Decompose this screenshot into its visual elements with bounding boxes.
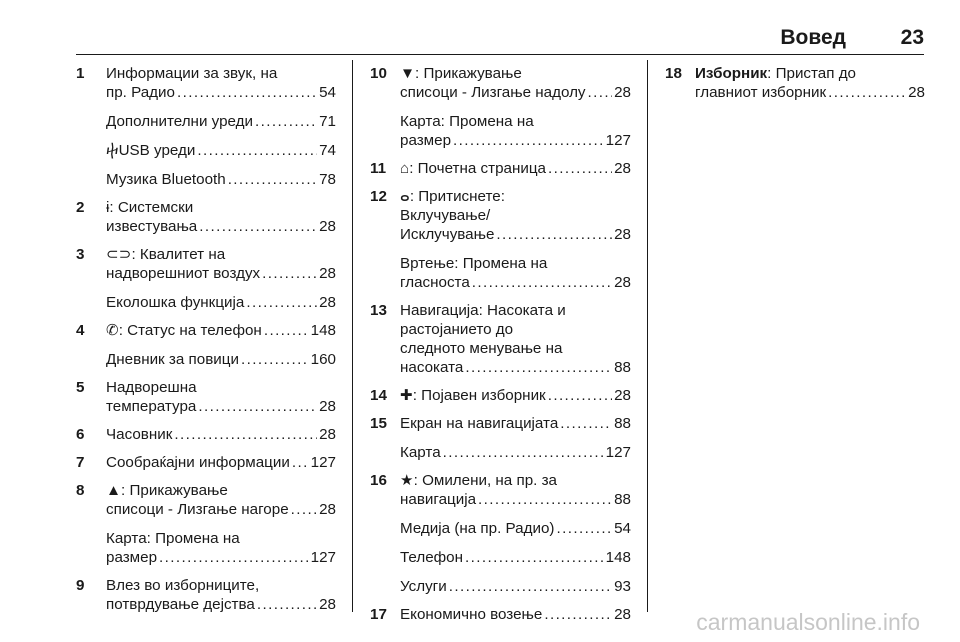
entry-number: 3 [76, 246, 85, 263]
entry-line [106, 500, 336, 519]
entry-number: 11 [370, 160, 387, 177]
entry-number: 9 [76, 577, 85, 594]
entry-line [400, 443, 631, 462]
entry-number: 4 [76, 322, 85, 339]
entry-text: размер [106, 549, 158, 566]
page-ref[interactable]: 74 [319, 142, 336, 159]
column-divider-2 [647, 60, 648, 612]
entry-text: Карта: Промена на [400, 113, 534, 130]
index-column-3 [665, 64, 925, 102]
page-number: 23 [900, 26, 924, 49]
entry-text: : Почетна страница [409, 160, 546, 177]
page-ref[interactable]: 148 [310, 322, 336, 339]
dot-leader [449, 577, 612, 596]
dot-leader [465, 548, 604, 567]
entry-item [695, 64, 925, 102]
page-ref[interactable]: 28 [614, 84, 631, 101]
page-ref[interactable]: 88 [614, 359, 631, 376]
entry-line [106, 64, 336, 83]
entry-text: : Квалитет на [131, 246, 226, 263]
function-icon: ⊂⊃ [106, 246, 132, 263]
entry-line [400, 320, 631, 339]
function-icon: ▼ [400, 65, 416, 82]
dot-leader [560, 414, 612, 433]
entry-text: : Прикажување [121, 482, 228, 499]
entry-item [400, 605, 631, 624]
entry-text: Услуги [400, 578, 447, 595]
entry-number: 5 [76, 379, 85, 396]
entry-line [106, 293, 336, 312]
entry-text: списоци - Лизгање нагоре [106, 501, 289, 518]
entry-text: главниот изборник [695, 84, 827, 101]
page-ref[interactable]: 93 [614, 578, 631, 595]
entry-line [400, 83, 631, 102]
index-entry [370, 605, 631, 624]
dot-leader [556, 519, 612, 538]
entry-line [106, 425, 336, 444]
index-column-1 [76, 64, 336, 614]
entry-text: : Притиснете: [409, 188, 505, 205]
entry-line [106, 548, 336, 567]
entry-line [400, 64, 631, 83]
entry-number: 12 [370, 188, 387, 205]
index-entry [370, 386, 631, 405]
entry-line [106, 198, 336, 217]
entry-item [106, 350, 336, 369]
dot-leader [257, 595, 317, 614]
dot-leader [472, 273, 612, 292]
entry-line [106, 529, 336, 548]
page-ref[interactable]: 28 [614, 274, 631, 291]
entry-line [400, 206, 631, 225]
page-ref[interactable]: 71 [319, 113, 336, 130]
entry-text: Дополнителни уреди [106, 113, 253, 130]
entry-line [106, 217, 336, 236]
entry-item [400, 159, 631, 178]
entry-item [400, 577, 631, 596]
dot-leader [548, 386, 612, 405]
page-ref[interactable]: 88 [614, 491, 631, 508]
entry-line [106, 481, 336, 500]
page-ref[interactable]: 28 [319, 501, 336, 518]
entry-item [106, 453, 336, 472]
entry-text: пр. Радио [106, 84, 175, 101]
dot-leader [197, 141, 317, 160]
entry-number: 6 [76, 426, 85, 443]
function-icon: ✆ [106, 322, 119, 339]
entry-text: Дневник за повици [106, 351, 239, 368]
index-entry [76, 198, 336, 236]
entry-text: USB уреди [118, 142, 196, 159]
page-ref[interactable]: 88 [614, 415, 631, 432]
entry-text: гласноста [400, 274, 470, 291]
entry-number: 7 [76, 454, 85, 471]
page-ref[interactable]: 127 [605, 132, 631, 149]
dot-leader [828, 83, 906, 102]
entry-item [400, 386, 631, 405]
dot-leader [199, 217, 317, 236]
entry-item [106, 245, 336, 283]
index-entry [370, 301, 631, 377]
entry-item [106, 198, 336, 236]
entry-number: 1 [76, 65, 85, 82]
page-ref[interactable]: 127 [605, 444, 631, 461]
page-ref[interactable]: 28 [319, 294, 336, 311]
entry-item [106, 321, 336, 340]
entry-line [106, 321, 336, 340]
entry-text: Часовник [106, 426, 173, 443]
page-ref[interactable]: 148 [605, 549, 631, 566]
page-ref[interactable]: 28 [614, 387, 631, 404]
page-ref[interactable]: 160 [310, 351, 336, 368]
entry-line [106, 245, 336, 264]
index-entry [76, 245, 336, 312]
entry-line [400, 159, 631, 178]
entry-text: Карта: Промена на [106, 530, 240, 547]
entry-bold-label: Изборник [695, 65, 768, 82]
entry-text: Екран на навигацијата [400, 415, 559, 432]
index-entry [370, 187, 631, 292]
entry-item [400, 254, 631, 292]
entry-text: : Омилени, на пр. за [413, 472, 557, 489]
entry-line [400, 605, 631, 624]
page-ref[interactable]: 28 [614, 160, 631, 177]
function-icon: ✚ [400, 387, 413, 404]
entry-item [400, 112, 631, 150]
entry-item [400, 548, 631, 567]
entry-item [106, 378, 336, 416]
page-ref[interactable]: 28 [614, 226, 631, 243]
dot-leader [159, 548, 309, 567]
dot-leader [453, 131, 604, 150]
entry-text: Влез во изборниците, [106, 577, 260, 594]
entry-number: 2 [76, 199, 85, 216]
index-entry [76, 481, 336, 567]
dot-leader [478, 490, 612, 509]
entry-text: : Системски [109, 199, 194, 216]
entry-line [106, 83, 336, 102]
entry-text: Навигација: Насоката и [400, 302, 566, 319]
page-ref[interactable]: 127 [310, 454, 336, 471]
entry-number: 8 [76, 482, 85, 499]
entry-line [106, 141, 336, 160]
function-icon: ⴰ [400, 188, 410, 205]
entry-text: следното менување на [400, 340, 563, 357]
index-entry [76, 64, 336, 189]
dot-leader [443, 443, 604, 462]
dot-leader [544, 605, 612, 624]
entry-text: Еколошка функција [106, 294, 245, 311]
entry-line [106, 350, 336, 369]
entry-text: : Појавен изборник [412, 387, 546, 404]
entry-number: 16 [370, 472, 387, 489]
entry-text: Медија (на пр. Радио) [400, 520, 555, 537]
entry-line [400, 548, 631, 567]
watermark: carmanualsonline.info [696, 609, 920, 635]
entry-line [400, 301, 631, 320]
entry-item [106, 170, 336, 189]
function-icon: ⴕ [106, 142, 119, 159]
entry-item [106, 481, 336, 519]
entry-line [400, 519, 631, 538]
entry-item [400, 443, 631, 462]
dot-leader [465, 358, 612, 377]
entry-text: навигација [400, 491, 477, 508]
page-header [76, 24, 924, 55]
index-entry [76, 576, 336, 614]
entry-line [400, 414, 631, 433]
entry-item [106, 529, 336, 567]
page-ref[interactable]: 28 [319, 218, 336, 235]
dot-leader [264, 321, 309, 340]
entry-line [400, 490, 631, 509]
entry-text: растојанието до [400, 321, 514, 338]
entry-item [106, 293, 336, 312]
entry-number: 13 [370, 302, 387, 319]
entry-line [400, 254, 631, 273]
index-entry [370, 414, 631, 462]
entry-line [400, 225, 631, 244]
entry-number: 10 [370, 65, 387, 82]
dot-leader [198, 397, 317, 416]
dot-leader [174, 425, 317, 444]
entry-item [106, 425, 336, 444]
index-entry [370, 471, 631, 596]
entry-text: : Статус на телефон [118, 322, 262, 339]
column-divider-1 [352, 60, 353, 612]
index-entry [370, 64, 631, 150]
entry-line [106, 397, 336, 416]
dot-leader [228, 170, 317, 189]
entry-text: списоци - Лизгање надолу [400, 84, 586, 101]
entry-line [400, 339, 631, 358]
entry-line [106, 264, 336, 283]
dot-leader [496, 225, 612, 244]
entry-text: потврдување дејства [106, 596, 255, 613]
entry-text: температура [106, 398, 197, 415]
entry-item [400, 187, 631, 244]
entry-number: 18 [665, 65, 682, 82]
entry-text: Економично возење [400, 606, 543, 623]
entry-number: 17 [370, 606, 387, 623]
entry-number: 14 [370, 387, 387, 404]
entry-text: Вртење: Промена на [400, 255, 548, 272]
entry-text: Информации за звук, на [106, 65, 278, 82]
page-title: Вовед [780, 26, 846, 49]
dot-leader [262, 264, 317, 283]
entry-line [400, 131, 631, 150]
dot-leader [246, 293, 317, 312]
entry-line [106, 378, 336, 397]
entry-number: 15 [370, 415, 387, 432]
entry-line [400, 471, 631, 490]
entry-text: Музика Bluetooth [106, 171, 226, 188]
function-icon: ɨ [106, 199, 110, 216]
entry-line [400, 112, 631, 131]
page-ref[interactable]: 28 [319, 265, 336, 282]
entry-line [695, 83, 925, 102]
entry-text: Надворешна [106, 379, 197, 396]
entry-item [106, 112, 336, 131]
entry-text: известувања [106, 218, 198, 235]
entry-line [106, 170, 336, 189]
function-icon: ★ [400, 472, 414, 489]
entry-line [106, 112, 336, 131]
dot-leader [255, 112, 317, 131]
page-ref[interactable]: 28 [319, 398, 336, 415]
entry-item [106, 576, 336, 614]
dot-leader [177, 83, 317, 102]
entry-line [106, 595, 336, 614]
dot-leader [241, 350, 309, 369]
entry-line [400, 577, 631, 596]
entry-line [400, 187, 631, 206]
entry-item [400, 301, 631, 377]
entry-item [106, 64, 336, 102]
function-icon: ▲ [106, 482, 122, 499]
index-entry [370, 159, 631, 178]
page-ref[interactable]: 54 [319, 84, 336, 101]
entry-text: насоката [400, 359, 464, 376]
entry-line [400, 358, 631, 377]
entry-text: : Прикажување [415, 65, 522, 82]
page-ref[interactable]: 78 [319, 171, 336, 188]
entry-text: Телефон [400, 549, 464, 566]
page-ref[interactable]: 54 [614, 520, 631, 537]
entry-line [106, 453, 336, 472]
index-entry [665, 64, 925, 102]
entry-item [400, 414, 631, 433]
index-entry [76, 425, 336, 444]
index-column-2 [370, 64, 631, 624]
entry-line [106, 576, 336, 595]
entry-item [400, 519, 631, 538]
dot-leader [291, 500, 317, 519]
entry-text: Карта [400, 444, 441, 461]
page-ref[interactable]: 127 [310, 549, 336, 566]
dot-leader [292, 453, 309, 472]
index-entry [76, 378, 336, 416]
index-entry [76, 321, 336, 369]
entry-line [400, 273, 631, 292]
page-ref[interactable]: 28 [908, 84, 925, 101]
entry-line [695, 64, 925, 83]
entry-text: Исклучување [400, 226, 495, 243]
entry-text: надворешниот воздух [106, 265, 261, 282]
page-ref[interactable]: 28 [614, 606, 631, 623]
entry-text: Сообраќајни информации [106, 454, 290, 471]
entry-text: : Пристап до [767, 65, 857, 82]
page-ref[interactable]: 28 [319, 426, 336, 443]
index-entry [76, 453, 336, 472]
entry-item [400, 64, 631, 102]
entry-text: Вклучување/ [400, 207, 491, 224]
entry-item [400, 471, 631, 509]
entry-item [106, 141, 336, 160]
page-ref[interactable]: 28 [319, 596, 336, 613]
dot-leader [548, 159, 612, 178]
entry-text: размер [400, 132, 452, 149]
dot-leader [588, 83, 613, 102]
entry-line [400, 386, 631, 405]
function-icon: ⌂ [400, 160, 410, 177]
